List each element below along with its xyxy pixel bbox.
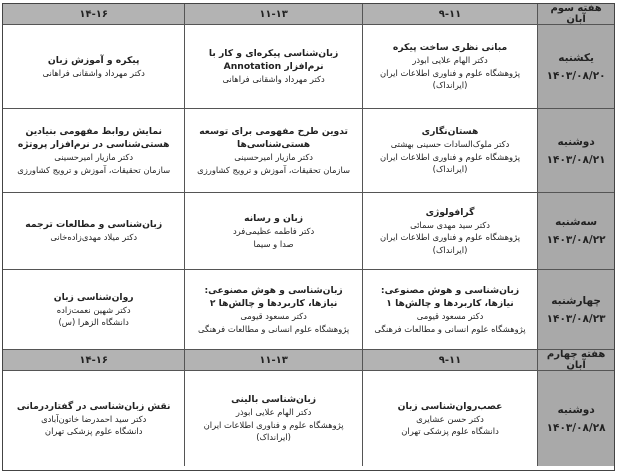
instructor-name: دکتر مهرداد واشقانی فراهانی bbox=[222, 74, 325, 85]
instructor-name: دکتر میلاد مهدی‌زاده‌خانی bbox=[50, 232, 138, 243]
instructor-name: دکتر مسعود قیومی bbox=[416, 311, 484, 321]
session-cell bbox=[3, 109, 184, 192]
session-cell bbox=[362, 270, 537, 349]
institution: صدا و سیما bbox=[253, 238, 294, 249]
day-cell bbox=[537, 371, 614, 466]
session-title: عصب‌روان‌شناسی زبان bbox=[397, 400, 503, 412]
session-title: زبان‌شناسی و هوش مصنوعی: نیازها، کاربردها و چالش‌ها ۲ bbox=[204, 285, 343, 309]
instructor-name: دکتر مسعود قیومی bbox=[240, 311, 307, 321]
session-cell bbox=[362, 109, 537, 192]
institution: دانشگاه علوم پزشکی تهران bbox=[44, 426, 143, 436]
institution: (ایرانداک) bbox=[432, 164, 468, 175]
institution: سازمان تحقیقات، آموزش و ترویج کشاورزی bbox=[17, 164, 171, 175]
time-slot-header: ۹-۱۱ bbox=[362, 4, 537, 24]
institution: (ایرانداک) bbox=[256, 432, 291, 443]
institution: پژوهشگاه علوم و فناوری اطلاعات ایران bbox=[380, 67, 521, 78]
session-cell bbox=[184, 193, 361, 269]
day-date: ۱۴۰۳/۰۸/۲۱ bbox=[546, 153, 606, 166]
day-name: دوشنبه bbox=[557, 135, 595, 148]
day-date: ۱۴۰۳/۰۸/۲۸ bbox=[546, 421, 606, 434]
day-date: ۱۴۰۳/۰۸/۲۳ bbox=[546, 312, 606, 325]
session-title: تدوین طرح مفهومی برای توسعه هستی‌شناسی‌ها bbox=[199, 126, 349, 150]
day-name: سه‌شنبه bbox=[555, 216, 598, 228]
session-cell bbox=[3, 270, 184, 349]
time-slot-header: ۹-۱۱ bbox=[362, 350, 537, 370]
session-cell bbox=[184, 109, 361, 192]
day-cell bbox=[537, 25, 614, 108]
institution: پژوهشگاه علوم و فناوری اطلاعات ایران bbox=[203, 419, 344, 430]
instructor-name: دکتر الهام علایی ابوذر bbox=[412, 55, 488, 66]
institution: پژوهشگاه علوم و فناوری اطلاعات ایران bbox=[380, 232, 521, 243]
institution: (ایرانداک) bbox=[432, 244, 468, 255]
session-cell bbox=[184, 25, 361, 108]
day-row bbox=[3, 109, 614, 193]
instructor-name: دکتر مازیار امیرحسینی bbox=[234, 152, 314, 162]
instructor-name: دکتر مهرداد واشقانی فراهانی bbox=[42, 67, 145, 78]
institution: پژوهشگاه علوم انسانی و مطالعات فرهنگی bbox=[198, 323, 350, 334]
instructor-name: دکتر فاطمه عظیمی‌فرد bbox=[232, 226, 315, 236]
session-title: گرافولوژی bbox=[425, 206, 475, 218]
week-header-row bbox=[3, 4, 614, 25]
session-title: زبان‌شناسی و هوش مصنوعی: نیازها، کاربردها و چالش‌ها ۱ bbox=[380, 285, 520, 309]
instructor-name: دکتر سید مهدی سمائی bbox=[410, 219, 490, 230]
instructor-name: دکتر مازیار امیرحسینی bbox=[54, 152, 134, 162]
instructor-name: دکتر شهین نعمت‌زاده bbox=[56, 304, 131, 315]
session-cell bbox=[3, 371, 184, 466]
week-header-row bbox=[3, 350, 614, 371]
time-slot-header: ۱۴-۱۶ bbox=[3, 350, 184, 370]
institution: پژوهشگاه علوم انسانی و مطالعات فرهنگی bbox=[374, 323, 526, 334]
institution: (ایرانداک) bbox=[432, 80, 468, 91]
time-slot-header: ۱۱-۱۳ bbox=[184, 4, 361, 24]
day-cell bbox=[537, 109, 614, 192]
session-cell bbox=[362, 25, 537, 108]
session-cell bbox=[3, 193, 184, 269]
session-cell bbox=[362, 371, 537, 466]
week-label: هفته سوم آبان bbox=[537, 4, 614, 24]
day-row bbox=[3, 25, 614, 109]
instructor-name: دکتر الهام علایی ابوذر bbox=[235, 407, 312, 418]
session-title: روان‌شناسی زبان bbox=[53, 291, 134, 303]
session-cell bbox=[3, 25, 184, 108]
session-cell bbox=[184, 371, 361, 466]
day-name: چهارشنبه bbox=[551, 294, 601, 307]
session-title: نمایش روابط مفهومی بنیادین هستی‌شناسی در نرم‌افزار پروتژه bbox=[17, 126, 170, 150]
day-cell bbox=[537, 270, 614, 349]
institution: دانشگاه علوم پزشکی تهران bbox=[401, 426, 499, 436]
instructor-name: دکتر حسن عشایری bbox=[416, 413, 484, 424]
session-title: زبان‌شناسی و مطالعات ترجمه bbox=[25, 219, 163, 231]
time-slot-header: ۱۴-۱۶ bbox=[3, 4, 184, 24]
session-title: پیکره و آموزش زبان bbox=[47, 54, 140, 66]
time-slot-header: ۱۱-۱۳ bbox=[184, 350, 361, 370]
session-title: هستان‌نگاری bbox=[421, 126, 479, 138]
day-date: ۱۴۰۳/۰۸/۲۲ bbox=[546, 234, 606, 246]
session-title: نقش زبان‌شناسی در گفتاردرمانی bbox=[16, 400, 171, 412]
week-label: هفته چهارم آبان bbox=[537, 350, 614, 370]
institution: سازمان تحقیقات، آموزش و ترویج کشاورزی bbox=[197, 164, 351, 175]
session-cell bbox=[362, 193, 537, 269]
day-name: دوشنبه bbox=[557, 403, 595, 416]
instructor-name: دکتر ملوک‌السادات حسینی بهشتی bbox=[390, 139, 510, 150]
day-name: یکشنبه bbox=[558, 51, 594, 64]
session-title: مبانی نظری ساخت پیکره bbox=[392, 42, 508, 54]
day-row bbox=[3, 371, 614, 466]
day-row bbox=[3, 270, 614, 350]
session-title: زبان و رسانه bbox=[244, 213, 304, 224]
session-title: زبان‌شناسی بالینی bbox=[231, 394, 317, 406]
institution: دانشگاه الزهرا (س) bbox=[58, 317, 129, 327]
session-title: زبان‌شناسی پیکره‌ای و کار با نرم‌افزار Annotation bbox=[208, 48, 339, 73]
instructor-name: دکتر سید احمدرضا خاتون‌آبادی bbox=[41, 413, 147, 424]
institution: پژوهشگاه علوم و فناوری اطلاعات ایران bbox=[380, 151, 521, 162]
schedule-table bbox=[2, 3, 615, 471]
session-cell bbox=[184, 270, 361, 349]
day-row bbox=[3, 193, 614, 270]
day-date: ۱۴۰۳/۰۸/۲۰ bbox=[546, 69, 606, 82]
day-cell bbox=[537, 193, 614, 269]
